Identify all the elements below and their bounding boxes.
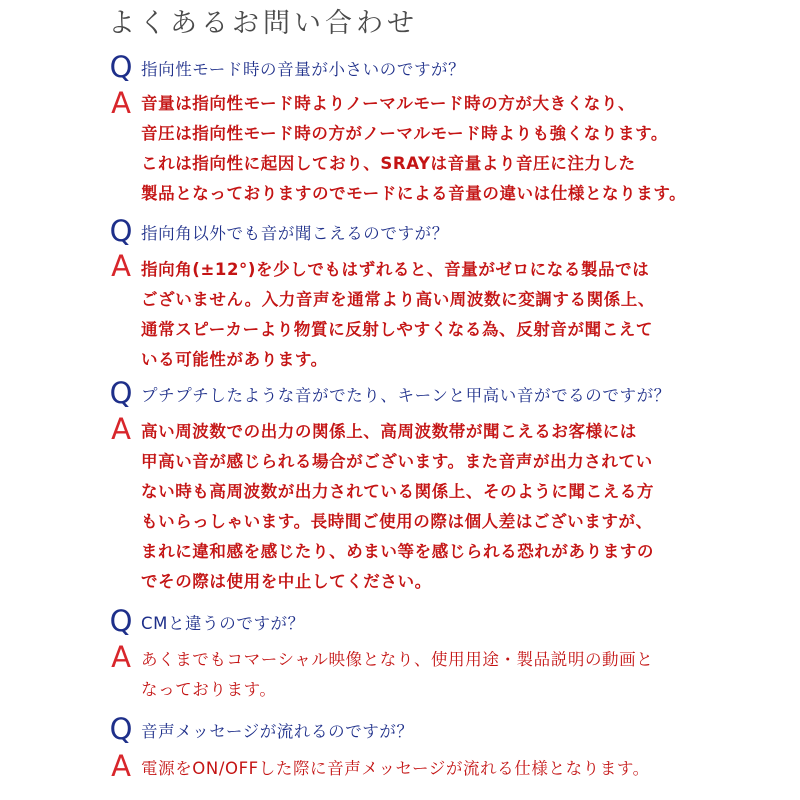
- answer-line: 甲高い音が感じられる場合がございます。また音声が出力されてい: [141, 452, 653, 471]
- answer-line: あくまでもコマーシャル映像となり、使用用途・製品説明の動画と: [141, 650, 654, 669]
- faq-answer: [108, 250, 748, 370]
- answer-line: でその際は使用を中止してください。: [141, 572, 432, 591]
- answer-text: [141, 754, 761, 784]
- answer-text: [141, 89, 761, 209]
- answer-line: もいらっしゃいます。長時間ご使用の際は個人差はございますが、: [141, 512, 653, 531]
- answer-line: ございません。入力音声を通常より高い周波数に変調する関係上、: [141, 290, 655, 309]
- faq-question: [108, 604, 748, 639]
- answer-line: 高い周波数での出力の関係上、高周波数帯が聞こえるお客様には: [141, 422, 637, 441]
- answer-text: [141, 255, 761, 375]
- faq-answer: [108, 413, 748, 593]
- answer-line: ない時も高周波数が出力されている関係上、そのように聞こえる方: [141, 482, 654, 501]
- faq-answer: [108, 749, 748, 783]
- answer-line: 指向角(±12°)を少しでもはずれると、音量がゼロになる製品では: [141, 260, 650, 279]
- answer-line: 音量は指向性モード時よりノーマルモード時の方が大きくなり、: [141, 94, 636, 113]
- question-text: 指向性モード時の音量が小さいのですが？: [141, 60, 466, 79]
- a-mark: A: [111, 640, 131, 674]
- faq-question: [108, 376, 748, 411]
- faq-question: [108, 50, 748, 85]
- faq-answer: [108, 87, 748, 207]
- answer-line: これは指向性に起因しており、SRAYは音量より音圧に注力した: [141, 154, 636, 173]
- q-mark: Q: [109, 376, 133, 410]
- answer-text: [141, 645, 761, 705]
- page-title: よくあるお問い合わせ: [108, 8, 418, 39]
- answer-line: まれに違和感を感じたり、めまい等を感じられる恐れがありますの: [141, 542, 654, 561]
- answer-text: [141, 417, 761, 597]
- question-text: 指向角以外でも音が聞こえるのですが？: [141, 224, 449, 243]
- answer-line: 製品となっておりますのでモードによる音量の違いは仕様となります。: [141, 184, 687, 203]
- q-mark: Q: [109, 214, 133, 248]
- question-text: 音声メッセージが流れるのですが？: [141, 722, 414, 741]
- a-mark: A: [111, 749, 131, 783]
- answer-line: 電源をON/OFFした際に音声メッセージが流れる仕様となります。: [141, 759, 650, 778]
- answer-line: いる可能性があります。: [141, 350, 328, 369]
- answer-line: 通常スピーカーより物質に反射しやすくなる為、反射音が聞こえて: [141, 320, 654, 339]
- faq-question: [108, 214, 748, 249]
- q-mark: Q: [109, 712, 133, 746]
- q-mark: Q: [109, 604, 133, 638]
- answer-line: なっております。: [141, 680, 277, 699]
- a-mark: A: [111, 412, 131, 446]
- question-text: プチプチしたような音がでたり、キーンと甲高い音がでるのですが？: [141, 386, 671, 405]
- question-text: CMと違うのですが？: [141, 614, 305, 633]
- answer-line: 音圧は指向性モード時の方がノーマルモード時よりも強くなります。: [141, 124, 668, 143]
- a-mark: A: [111, 249, 131, 283]
- faq-question: [108, 712, 748, 747]
- a-mark: A: [111, 86, 131, 120]
- q-mark: Q: [109, 50, 133, 84]
- faq-answer: [108, 641, 748, 701]
